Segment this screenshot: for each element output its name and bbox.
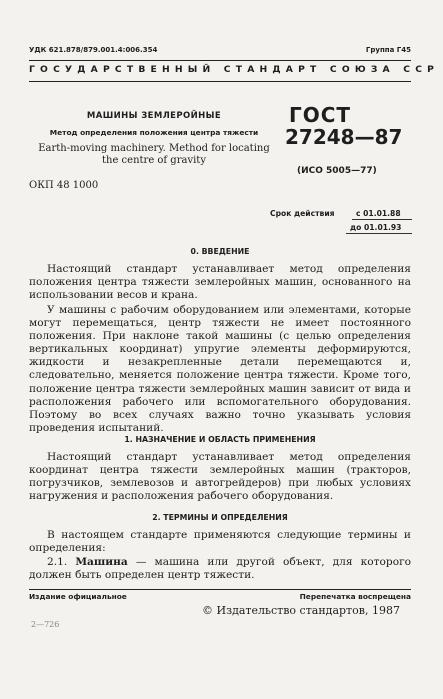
intro-paragraph-2: У машины с рабочим оборудованием или элементами, которые могут перемещаться, центр тяжести не имеет постоянного положения. При наклоне такой машины (с целью определения вертикальных координат) упругие элементы деформируются, жидкости и незакрепленные детали перемещаются и, следовательно, меняется положение центра тяжести. Кроме того, положение центра тяжести землеройных машин зависит от вида и расположения рабочего или вспомогательного оборудования. Поэтому во всех случаях важно точно указывать условия проведения испытаний. [29, 304, 411, 434]
reprint-notice: Перепечатка воспрещена [299, 592, 411, 601]
validity-to: до 01.01.93 [350, 223, 402, 232]
udc-code: УДК 621.878/879.001.4:006.354 [29, 46, 158, 54]
intro-heading: 0. ВВЕДЕНИЕ [190, 247, 250, 256]
term-2-1 [29, 556, 411, 582]
state-standard-banner: ГОСУДАРСТВЕННЫЙ СТАНДАРТ СОЮЗА ССР [29, 64, 440, 75]
terms-paragraph: В настоящем стандарте применяются следующие термины и определения: [29, 529, 411, 555]
copyright-notice: © Издательство стандартов, 1987 [202, 604, 400, 617]
page-mark: 2—726 [31, 620, 60, 629]
document-subtitle-ru: Метод определения положения центра тяжести [49, 128, 259, 137]
title-en-line-1: Earth-moving machinery. Method for locating [38, 143, 270, 154]
term-2-1-definition: — машина или другой объект, для которого должен быть определен центр тяжести. [29, 556, 412, 582]
group-code: Группа Г45 [365, 46, 411, 54]
intro-paragraph-1: Настоящий стандарт устанавливает метод определения положения центра тяжести землеройных машин, основанного на использовании весов и крана. [29, 263, 411, 302]
official-edition: Издание официальное [29, 592, 127, 601]
okp-code: ОКП 48 1000 [29, 180, 99, 191]
footer-rule [29, 589, 411, 590]
header-rule-bottom [29, 81, 411, 82]
term-2-1-term: Машина [75, 556, 128, 568]
document-title-ru: МАШИНЫ ЗЕМЛЕРОЙНЫЕ [86, 111, 222, 121]
validity-underline-1 [352, 219, 412, 220]
validity-from: с 01.01.88 [356, 209, 401, 218]
validity-underline-2 [346, 233, 412, 234]
title-en-line-2: the centre of gravity [102, 155, 206, 166]
validity-label: Срок действия [270, 209, 335, 218]
header-rule-top [29, 60, 411, 61]
document-title-en [29, 143, 279, 167]
iso-reference: (ИСО 5005—77) [297, 166, 377, 176]
scope-heading: 1. НАЗНАЧЕНИЕ И ОБЛАСТЬ ПРИМЕНЕНИЯ [124, 435, 316, 444]
gost-number: 27248—87 [285, 125, 403, 149]
scope-paragraph: Настоящий стандарт устанавливает метод определения координат центра тяжести землеройных машин (тракторов, погрузчиков, землевозов и автогрейдеров) при любых условиях нагружения и расположения рабочего оборудования. [29, 451, 411, 503]
term-2-1-number: 2.1. [47, 556, 68, 568]
gost-label: ГОСТ [289, 103, 352, 127]
terms-heading: 2. ТЕРМИНЫ И ОПРЕДЕЛЕНИЯ [152, 513, 288, 522]
